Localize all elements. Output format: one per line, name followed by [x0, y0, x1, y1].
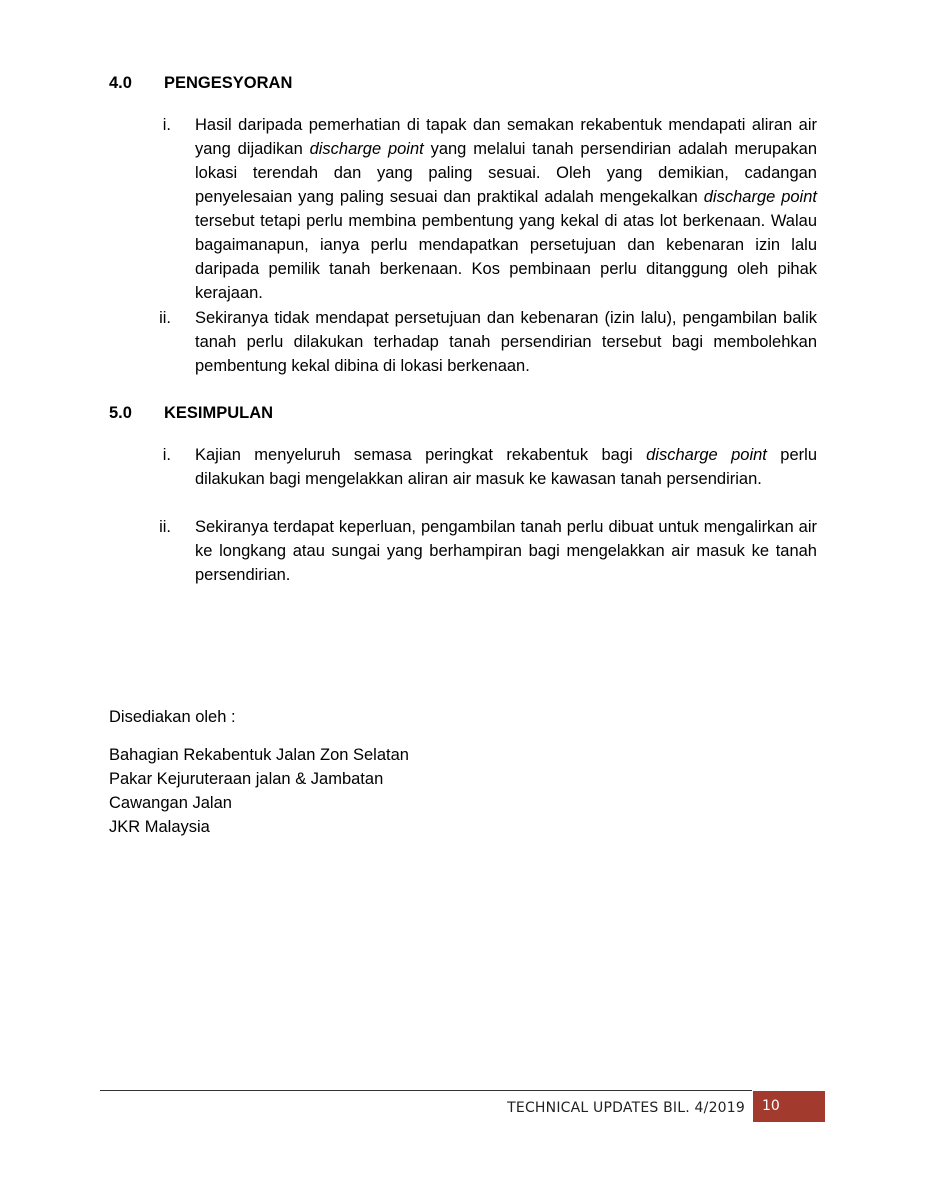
section-heading-5: [109, 402, 273, 424]
section-number: 4.0: [109, 74, 132, 92]
text-run: Sekiranya tidak mendapat persetujuan dan kebenaran (izin lalu), pengambilan balik tanah perlu dilakukan terhadap tanah persendirian tersebut bagi membolehkan pembentung kekal dibina di lokasi berkenaan.: [195, 309, 817, 375]
list-marker: ii.: [159, 309, 171, 327]
text-run: Hasil daripada pemerhatian di tapak dan semakan rekabentuk mendapati aliran air yang dijadikan: [195, 116, 817, 158]
text-run: perlu dilakukan bagi mengelakkan aliran air masuk ke kawasan tanah persendirian.: [195, 446, 817, 488]
list-item: [109, 515, 817, 587]
section-number: 5.0: [109, 404, 132, 422]
list-marker: i.: [162, 446, 171, 464]
footer-title: TECHNICAL UPDATES BIL. 4/2019: [507, 1100, 745, 1116]
text-run: yang melalui tanah persendirian adalah merupakan lokasi terendah dan yang paling sesuai. Oleh yang demikian, cadangan penyelesaian yang paling sesuai dan praktikal adalah mengekalkan: [195, 140, 817, 206]
list-item: [109, 306, 817, 378]
section-title: KESIMPULAN: [164, 404, 274, 422]
prepared-by-line: Pakar Kejuruteraan jalan & Jambatan: [109, 770, 384, 788]
prepared-by-line: JKR Malaysia: [109, 818, 210, 836]
footer-divider: [100, 1090, 752, 1091]
paragraph: [195, 515, 817, 587]
italic-term: discharge point: [646, 446, 767, 464]
page-number-box: [753, 1091, 825, 1122]
text-run: Sekiranya terdapat keperluan, pengambilan tanah perlu dibuat untuk mengalirkan air ke longkang atau sungai yang berhampiran bagi mengelakkan air masuk ke tanah persendirian.: [195, 518, 817, 584]
text-run: Kajian menyeluruh semasa peringkat rekabentuk bagi: [195, 446, 647, 464]
list-marker: i.: [162, 116, 171, 134]
paragraph: [195, 443, 817, 491]
prepared-by-label: Disediakan oleh :: [109, 708, 236, 726]
list-item: [109, 113, 817, 305]
section-heading-4: [109, 72, 292, 94]
italic-term: discharge point: [309, 140, 424, 158]
prepared-by-line: Bahagian Rekabentuk Jalan Zon Selatan: [109, 746, 409, 764]
list-item: [109, 443, 817, 491]
paragraph: [195, 306, 817, 378]
text-run: tersebut tetapi perlu membina pembentung yang kekal di atas lot berkenaan. Walau bagaimanapun, ianya perlu mendapatkan persetujuan dan kebenaran izin lalu daripada pemilik tanah berkenaan. Kos pembinaan perlu ditanggung oleh pihak kerajaan.: [195, 212, 817, 302]
list-marker: ii.: [159, 518, 171, 536]
section-title: PENGESYORAN: [164, 74, 293, 92]
paragraph: [195, 113, 817, 305]
page-number: 10: [762, 1098, 780, 1114]
prepared-by-line: Cawangan Jalan: [109, 794, 232, 812]
italic-term: discharge point: [703, 188, 817, 206]
